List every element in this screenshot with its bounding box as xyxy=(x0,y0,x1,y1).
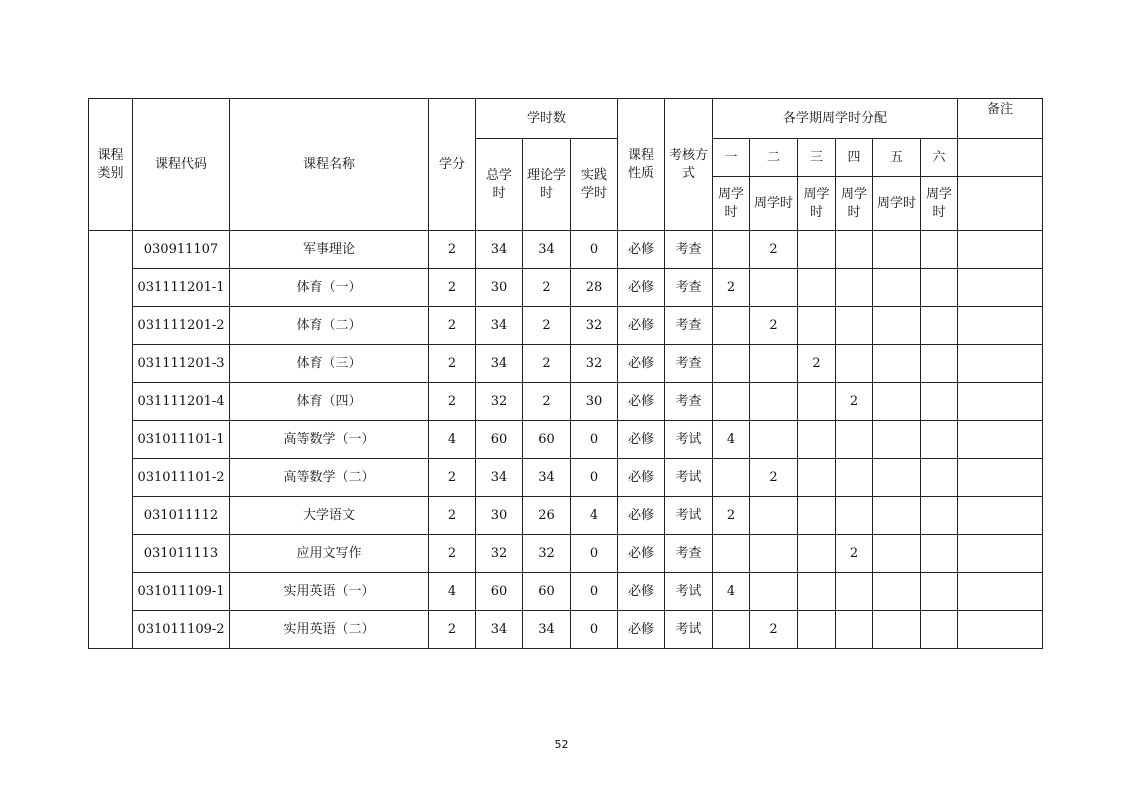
cell-semester-1 xyxy=(713,459,750,497)
header-credit: 学分 xyxy=(429,99,476,231)
cell-semester-1: 4 xyxy=(713,573,750,611)
cell-semester-6 xyxy=(921,459,958,497)
cell-semester-1 xyxy=(713,231,750,269)
cell-semester-1: 2 xyxy=(713,497,750,535)
cell-semester-3 xyxy=(798,459,836,497)
cell-total: 34 xyxy=(476,611,523,649)
cell-semester-4 xyxy=(836,573,873,611)
cell-total: 34 xyxy=(476,345,523,383)
cell-name: 体育（二） xyxy=(230,307,429,345)
cell-credit: 2 xyxy=(429,307,476,345)
cell-semester-5 xyxy=(873,269,921,307)
cell-semester-2: 2 xyxy=(750,611,798,649)
cell-assessment: 考试 xyxy=(665,459,713,497)
cell-semester-2: 2 xyxy=(750,459,798,497)
cell-semester-6 xyxy=(921,383,958,421)
table-row xyxy=(89,345,1043,383)
cell-theory: 2 xyxy=(523,269,571,307)
cell-semester-3 xyxy=(798,535,836,573)
header-semester-6: 六 xyxy=(921,139,958,177)
cell-code: 031011101-2 xyxy=(133,459,230,497)
cell-semester-4 xyxy=(836,611,873,649)
cell-nature: 必修 xyxy=(618,573,665,611)
cell-remark xyxy=(958,497,1043,535)
table-row xyxy=(89,421,1043,459)
cell-remark xyxy=(958,459,1043,497)
cell-credit: 4 xyxy=(429,421,476,459)
cell-practice: 32 xyxy=(571,345,618,383)
cell-credit: 2 xyxy=(429,497,476,535)
header-practice-hours: 实践学时 xyxy=(571,139,618,231)
cell-semester-4 xyxy=(836,307,873,345)
cell-semester-6 xyxy=(921,535,958,573)
header-semester-5: 五 xyxy=(873,139,921,177)
header-remarks-blank xyxy=(958,139,1043,177)
cell-remark xyxy=(958,383,1043,421)
cell-total: 30 xyxy=(476,497,523,535)
category-cell xyxy=(89,231,133,649)
cell-semester-4 xyxy=(836,345,873,383)
cell-semester-4: 2 xyxy=(836,535,873,573)
cell-semester-1 xyxy=(713,611,750,649)
cell-semester-5 xyxy=(873,421,921,459)
cell-nature: 必修 xyxy=(618,611,665,649)
cell-practice: 0 xyxy=(571,535,618,573)
cell-code: 031111201-1 xyxy=(133,269,230,307)
header-total-hours: 总学时 xyxy=(476,139,523,231)
cell-code: 031111201-3 xyxy=(133,345,230,383)
cell-nature: 必修 xyxy=(618,535,665,573)
cell-total: 32 xyxy=(476,383,523,421)
cell-assessment: 考试 xyxy=(665,611,713,649)
cell-semester-5 xyxy=(873,497,921,535)
cell-credit: 2 xyxy=(429,345,476,383)
cell-semester-6 xyxy=(921,611,958,649)
header-semester-4: 四 xyxy=(836,139,873,177)
cell-semester-3 xyxy=(798,611,836,649)
table-row xyxy=(89,535,1043,573)
header-semester-1: 一 xyxy=(713,139,750,177)
header-week-hours-5: 周学时 xyxy=(873,177,921,231)
cell-practice: 32 xyxy=(571,307,618,345)
cell-name: 应用文写作 xyxy=(230,535,429,573)
cell-practice: 28 xyxy=(571,269,618,307)
cell-semester-5 xyxy=(873,535,921,573)
cell-theory: 60 xyxy=(523,573,571,611)
cell-practice: 0 xyxy=(571,573,618,611)
cell-total: 60 xyxy=(476,573,523,611)
cell-assessment: 考试 xyxy=(665,573,713,611)
cell-assessment: 考试 xyxy=(665,497,713,535)
table-row xyxy=(89,611,1043,649)
header-week-hours-3: 周学时 xyxy=(798,177,836,231)
cell-semester-5 xyxy=(873,573,921,611)
cell-semester-2 xyxy=(750,535,798,573)
cell-credit: 2 xyxy=(429,459,476,497)
cell-practice: 0 xyxy=(571,459,618,497)
cell-total: 30 xyxy=(476,269,523,307)
cell-nature: 必修 xyxy=(618,345,665,383)
cell-remark xyxy=(958,269,1043,307)
cell-semester-2 xyxy=(750,345,798,383)
cell-remark xyxy=(958,611,1043,649)
cell-remark xyxy=(958,421,1043,459)
table-row xyxy=(89,573,1043,611)
cell-semester-4: 2 xyxy=(836,383,873,421)
cell-semester-2 xyxy=(750,269,798,307)
cell-semester-5 xyxy=(873,307,921,345)
cell-practice: 0 xyxy=(571,231,618,269)
cell-name: 实用英语（二） xyxy=(230,611,429,649)
cell-theory: 2 xyxy=(523,307,571,345)
cell-semester-3 xyxy=(798,497,836,535)
table-row xyxy=(89,307,1043,345)
header-name: 课程名称 xyxy=(230,99,429,231)
table-row xyxy=(89,459,1043,497)
cell-name: 大学语文 xyxy=(230,497,429,535)
cell-semester-4 xyxy=(836,269,873,307)
course-rows xyxy=(89,231,1043,649)
cell-theory: 34 xyxy=(523,459,571,497)
cell-semester-3 xyxy=(798,307,836,345)
header-nature: 课程性质 xyxy=(618,99,665,231)
course-table xyxy=(88,98,1043,649)
cell-theory: 60 xyxy=(523,421,571,459)
cell-total: 60 xyxy=(476,421,523,459)
cell-semester-6 xyxy=(921,497,958,535)
cell-name: 体育（三） xyxy=(230,345,429,383)
cell-semester-3: 2 xyxy=(798,345,836,383)
cell-credit: 2 xyxy=(429,611,476,649)
header-semester-2: 二 xyxy=(750,139,798,177)
cell-semester-2 xyxy=(750,497,798,535)
cell-semester-1: 4 xyxy=(713,421,750,459)
header-week-hours-2: 周学时 xyxy=(750,177,798,231)
cell-name: 军事理论 xyxy=(230,231,429,269)
cell-total: 34 xyxy=(476,459,523,497)
cell-semester-3 xyxy=(798,231,836,269)
cell-semester-5 xyxy=(873,231,921,269)
cell-credit: 2 xyxy=(429,269,476,307)
cell-practice: 0 xyxy=(571,421,618,459)
table-row xyxy=(89,497,1043,535)
cell-semester-3 xyxy=(798,269,836,307)
cell-assessment: 考查 xyxy=(665,383,713,421)
cell-name: 高等数学（一） xyxy=(230,421,429,459)
cell-assessment: 考查 xyxy=(665,269,713,307)
cell-nature: 必修 xyxy=(618,231,665,269)
cell-nature: 必修 xyxy=(618,307,665,345)
cell-semester-1 xyxy=(713,345,750,383)
header-category: 课程类别 xyxy=(89,99,133,231)
cell-credit: 2 xyxy=(429,231,476,269)
cell-total: 34 xyxy=(476,307,523,345)
cell-semester-1 xyxy=(713,383,750,421)
cell-nature: 必修 xyxy=(618,383,665,421)
cell-semester-4 xyxy=(836,421,873,459)
cell-code: 030911107 xyxy=(133,231,230,269)
header-assessment: 考核方式 xyxy=(665,99,713,231)
cell-semester-3 xyxy=(798,573,836,611)
cell-code: 031011109-2 xyxy=(133,611,230,649)
header-code: 课程代码 xyxy=(133,99,230,231)
cell-semester-6 xyxy=(921,307,958,345)
cell-theory: 2 xyxy=(523,383,571,421)
cell-name: 体育（四） xyxy=(230,383,429,421)
table-row xyxy=(89,383,1043,421)
header-hours-group: 学时数 xyxy=(476,99,618,139)
header-theory-hours: 理论学时 xyxy=(523,139,571,231)
cell-practice: 30 xyxy=(571,383,618,421)
header-semester-group: 各学期周学时分配 xyxy=(713,99,958,139)
cell-remark xyxy=(958,573,1043,611)
cell-assessment: 考查 xyxy=(665,535,713,573)
cell-code: 031011113 xyxy=(133,535,230,573)
cell-semester-6 xyxy=(921,345,958,383)
cell-theory: 34 xyxy=(523,231,571,269)
cell-semester-5 xyxy=(873,383,921,421)
cell-semester-1: 2 xyxy=(713,269,750,307)
cell-assessment: 考查 xyxy=(665,345,713,383)
cell-semester-1 xyxy=(713,307,750,345)
cell-semester-6 xyxy=(921,573,958,611)
cell-code: 031011112 xyxy=(133,497,230,535)
cell-remark xyxy=(958,345,1043,383)
cell-theory: 2 xyxy=(523,345,571,383)
header-remarks: 备注 xyxy=(958,99,1043,139)
cell-semester-5 xyxy=(873,345,921,383)
cell-remark xyxy=(958,307,1043,345)
cell-total: 34 xyxy=(476,231,523,269)
header-semester-3: 三 xyxy=(798,139,836,177)
cell-semester-2: 2 xyxy=(750,231,798,269)
cell-semester-2 xyxy=(750,383,798,421)
cell-code: 031111201-4 xyxy=(133,383,230,421)
cell-nature: 必修 xyxy=(618,269,665,307)
cell-name: 体育（一） xyxy=(230,269,429,307)
cell-theory: 34 xyxy=(523,611,571,649)
cell-semester-3 xyxy=(798,421,836,459)
cell-code: 031011109-1 xyxy=(133,573,230,611)
cell-name: 高等数学（二） xyxy=(230,459,429,497)
cell-theory: 26 xyxy=(523,497,571,535)
header-week-hours-4: 周学时 xyxy=(836,177,873,231)
cell-semester-5 xyxy=(873,459,921,497)
cell-semester-4 xyxy=(836,497,873,535)
cell-practice: 4 xyxy=(571,497,618,535)
cell-semester-5 xyxy=(873,611,921,649)
cell-remark xyxy=(958,535,1043,573)
header-week-hours-6: 周学时 xyxy=(921,177,958,231)
cell-credit: 2 xyxy=(429,383,476,421)
page-number: 52 xyxy=(554,738,569,751)
cell-code: 031011101-1 xyxy=(133,421,230,459)
header-remarks-blank xyxy=(958,177,1043,231)
cell-semester-4 xyxy=(836,231,873,269)
cell-credit: 2 xyxy=(429,535,476,573)
cell-semester-6 xyxy=(921,231,958,269)
cell-semester-3 xyxy=(798,383,836,421)
cell-nature: 必修 xyxy=(618,459,665,497)
table-row xyxy=(89,269,1043,307)
cell-name: 实用英语（一） xyxy=(230,573,429,611)
cell-semester-1 xyxy=(713,535,750,573)
cell-semester-2 xyxy=(750,573,798,611)
cell-remark xyxy=(958,231,1043,269)
cell-semester-6 xyxy=(921,269,958,307)
cell-assessment: 考查 xyxy=(665,231,713,269)
cell-nature: 必修 xyxy=(618,497,665,535)
cell-nature: 必修 xyxy=(618,421,665,459)
cell-semester-2 xyxy=(750,421,798,459)
cell-practice: 0 xyxy=(571,611,618,649)
header-week-hours-1: 周学时 xyxy=(713,177,750,231)
cell-semester-4 xyxy=(836,459,873,497)
cell-code: 031111201-2 xyxy=(133,307,230,345)
cell-semester-6 xyxy=(921,421,958,459)
table-row xyxy=(89,231,1043,269)
cell-semester-2: 2 xyxy=(750,307,798,345)
cell-total: 32 xyxy=(476,535,523,573)
cell-theory: 32 xyxy=(523,535,571,573)
cell-assessment: 考查 xyxy=(665,307,713,345)
cell-assessment: 考试 xyxy=(665,421,713,459)
cell-credit: 4 xyxy=(429,573,476,611)
